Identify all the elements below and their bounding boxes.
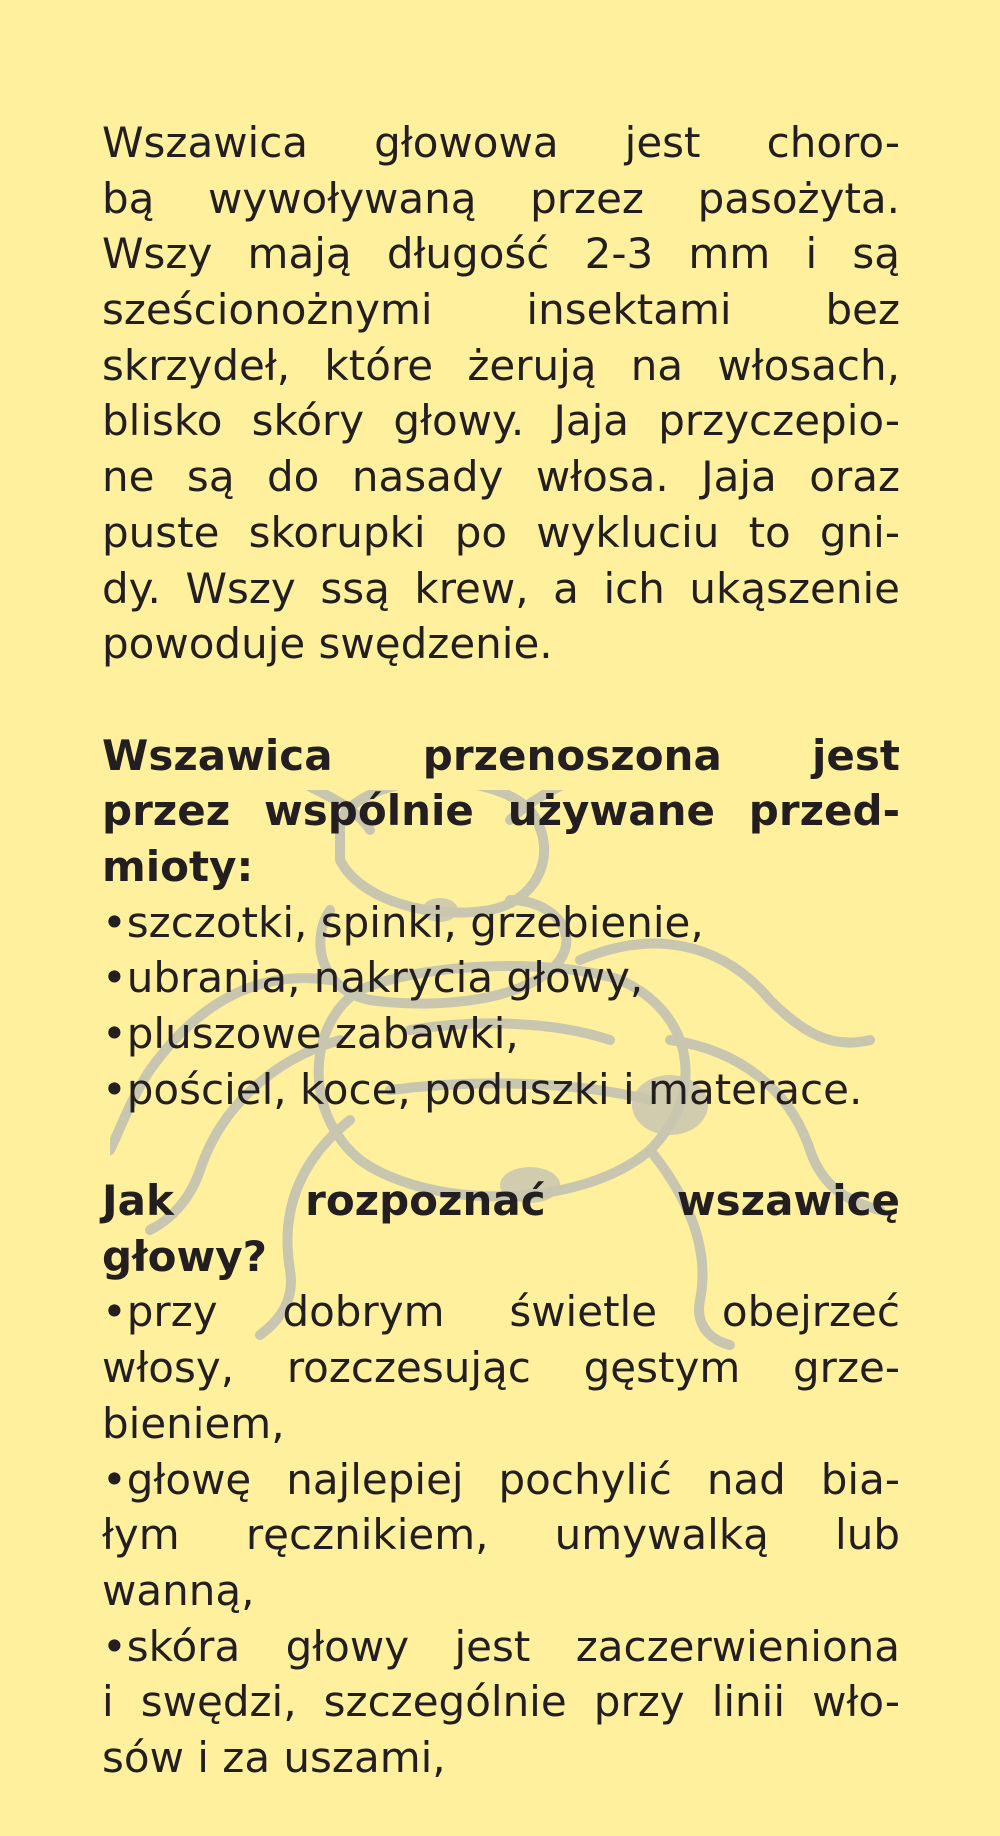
list-item-line: •głowę najlepiej pochylić nad bia- <box>102 1454 900 1504</box>
list-item-line: sów i za uszami, <box>102 1732 446 1782</box>
list-item: •pościel, koce, poduszki i materace. <box>102 1064 863 1114</box>
section-heading-line: Wszawica przenoszona jest <box>102 730 900 780</box>
list-item-line: wanną, <box>102 1565 255 1615</box>
list-item: •pluszowe zabawki, <box>102 1009 519 1058</box>
section-heading-line: przez wspólnie używane przed- <box>102 786 900 836</box>
paragraph-line: blisko skóry głowy. Jaja przyczepio- <box>102 396 900 446</box>
paragraph-line: Wszawica głowowa jest choro- <box>102 118 900 167</box>
paragraph-line: sześcionożnymi insektami bez <box>102 285 900 335</box>
intro-paragraph <box>102 115 900 672</box>
list-item-line: łym ręcznikiem, umywalką lub <box>102 1510 900 1560</box>
list-item-line: i swędzi, szczególnie przy linii wło- <box>102 1677 900 1727</box>
paragraph-line: ne są do nasady włosa. Jaja oraz <box>102 452 900 502</box>
list-item: •szczotki, spinki, grzebienie, <box>102 897 704 947</box>
paragraph-line: powoduje swędzenie. <box>102 619 553 669</box>
recognition-section <box>102 1173 900 1786</box>
paragraph-line: skrzydeł, które żerują na włosach, <box>102 340 900 390</box>
transmission-section <box>102 728 900 1118</box>
list-item-line: bieniem, <box>102 1398 285 1448</box>
section-heading-line: głowy? <box>102 1231 268 1281</box>
paragraph-line: dy. Wszy ssą krew, a ich ukąszenie <box>102 563 900 613</box>
list-item: •ubrania, nakrycia głowy, <box>102 953 644 1003</box>
section-heading-line: Jak rozpoznać wszawicę <box>102 1176 900 1226</box>
paragraph-line: puste skorupki po wykluciu to gni- <box>102 507 900 557</box>
paragraph-line: bą wywoływaną przez pasożyta. <box>102 173 900 223</box>
list-item-line: •przy dobrym świetle obejrzeć <box>102 1287 900 1337</box>
list-item-line: włosy, rozczesując gęstym grze- <box>102 1343 900 1393</box>
leaflet-text <box>102 115 900 1786</box>
spacer <box>102 672 900 728</box>
section-heading-line: mioty: <box>102 841 254 891</box>
list-item-line: •skóra głowy jest zaczerwieniona <box>102 1621 900 1671</box>
paragraph-line: Wszy mają długość 2-3 mm i są <box>102 229 900 279</box>
spacer <box>102 1117 900 1173</box>
